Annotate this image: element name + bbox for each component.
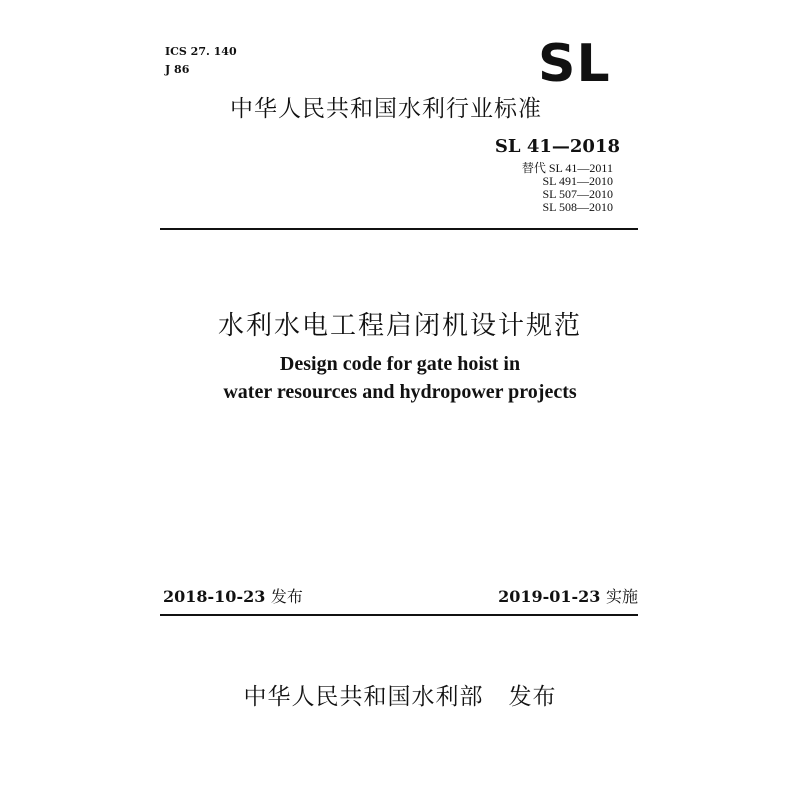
document-title-english (0, 350, 800, 406)
english-title-line: water resources and hydropower projects (223, 381, 577, 403)
publisher-label: 发布 (508, 684, 557, 710)
english-title-line: Design code for gate hoist in (279, 353, 521, 375)
implement-date: 2019-01-23 (498, 587, 601, 606)
issue-date: 2018-10-23 (163, 587, 266, 606)
sl-logo: SL (538, 34, 611, 94)
issue-label: 发布 (270, 587, 303, 606)
replaced-standard: SL 507—2010 (542, 187, 613, 201)
publisher-line (0, 678, 800, 711)
standard-number: SL 41—2018 (494, 136, 620, 157)
replaced-standard: SL 491—2010 (542, 174, 613, 188)
publisher-name: 中华人民共和国水利部 (243, 684, 484, 710)
top-divider (160, 228, 638, 230)
replaced-standard: 替代 SL 41—2011 (521, 161, 613, 175)
replaced-standards (522, 162, 613, 214)
industry-standard-title: 中华人民共和国水利行业标准 (230, 96, 542, 122)
implement-date-block (498, 584, 638, 607)
classification-code: J 86 (165, 63, 190, 76)
ics-code: ICS 27. 140 (165, 45, 237, 58)
document-title-chinese: 水利水电工程启闭机设计规范 (217, 311, 582, 341)
implement-label: 实施 (605, 587, 638, 606)
replaced-standard: SL 508—2010 (542, 200, 613, 214)
issue-date-block (163, 584, 303, 607)
bottom-divider (160, 614, 638, 616)
